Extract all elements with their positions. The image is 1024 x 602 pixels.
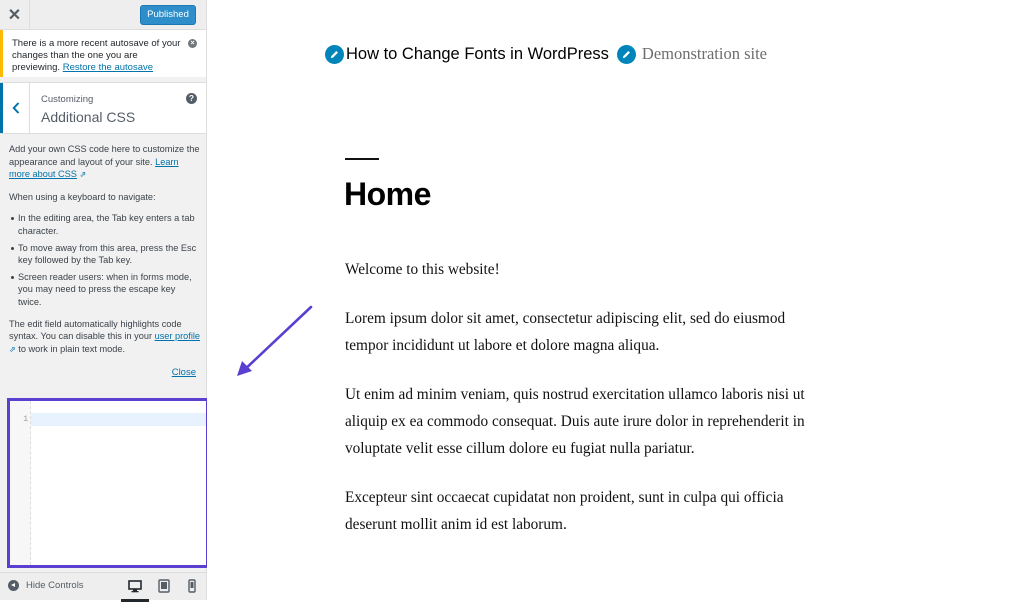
keyboard-heading: When using a keyboard to navigate: (9, 191, 156, 202)
content-paragraph: Ut enim ad minim veniam, quis nostrud exercitation ullamco laboris nisi ut aliquip ex ea commodo consequat. Duis aute irure dolor in reprehenderit in voluptate velit esse cillum dolore eu fugiat nulla pariatur. (345, 386, 805, 457)
list-item: In the editing area, the Tab key enters a tab character. (18, 212, 201, 237)
autosave-notice-text: There is a more recent autosave of your changes than the one you are previewing. (12, 38, 181, 73)
keyboard-tips-list (9, 212, 201, 308)
pencil-icon[interactable] (617, 45, 636, 64)
autosave-notice (0, 30, 206, 77)
desktop-icon[interactable] (128, 579, 142, 593)
editor-active-line[interactable] (31, 413, 206, 426)
css-code-editor[interactable] (7, 398, 209, 568)
user-profile-link[interactable]: user profile (154, 331, 201, 342)
page-content (345, 256, 815, 560)
highlight-text-end: to work in plain text mode. (18, 343, 125, 354)
customizer-header (0, 0, 206, 30)
site-description: Demonstration site (641, 44, 768, 63)
site-header (325, 44, 767, 64)
site-preview (207, 0, 1024, 600)
annotation-arrow (233, 303, 315, 379)
page-title: Home (344, 176, 431, 212)
title-divider (345, 158, 379, 160)
tablet-icon[interactable] (157, 579, 171, 593)
customizing-label: Customizing (41, 94, 94, 105)
help-icon[interactable]: ? (186, 93, 197, 104)
customizer-footer (0, 572, 206, 600)
content-paragraph: Welcome to this website! (345, 261, 500, 278)
restore-autosave-link[interactable]: Restore the autosave (62, 62, 154, 73)
external-link-icon: ⇗ (9, 344, 16, 354)
customizer-sidebar (0, 0, 207, 600)
hide-controls-button[interactable] (8, 580, 84, 591)
site-title[interactable]: How to Change Fonts in WordPress (346, 44, 609, 63)
line-number: 1 (23, 415, 28, 424)
hide-controls-label: Hide Controls (26, 580, 84, 591)
pencil-icon[interactable] (325, 45, 344, 64)
close-description-link[interactable]: Close (171, 367, 196, 378)
content-paragraph: Excepteur sint occaecat cupidatat non proident, sunt in culpa qui officia deserunt mollit anim id est laborum. (345, 489, 784, 533)
dismiss-icon[interactable]: × (188, 39, 197, 48)
section-title: Additional CSS (41, 109, 136, 125)
list-item: To move away from this area, press the Esc key followed by the Tab key. (18, 242, 201, 267)
editor-gutter (10, 401, 31, 565)
section-header (0, 82, 206, 134)
learn-more-css-link[interactable]: Learn more about CSS (9, 156, 179, 180)
list-item: Screen reader users: when in forms mode, you may need to press the escape key twice. (18, 271, 201, 309)
css-description (9, 143, 201, 365)
content-paragraph: Lorem ipsum dolor sit amet, consectetur adipiscing elit, sed do eiusmod tempor incididunt ut labore et dolore magna aliqua. (345, 310, 786, 354)
chevron-left-icon (12, 102, 20, 114)
close-icon[interactable]: ✕ (0, 0, 30, 29)
external-link-icon: ⇗ (79, 170, 87, 180)
intro-text: Add your own CSS code here to customize the appearance and layout of your site. (9, 144, 200, 167)
collapse-icon (8, 580, 19, 591)
highlight-text: The edit field automatically highlights code syntax. You can disable this in your (9, 318, 182, 342)
back-button[interactable] (0, 83, 30, 133)
mobile-icon[interactable] (185, 579, 199, 593)
published-button[interactable]: Published (140, 5, 196, 25)
